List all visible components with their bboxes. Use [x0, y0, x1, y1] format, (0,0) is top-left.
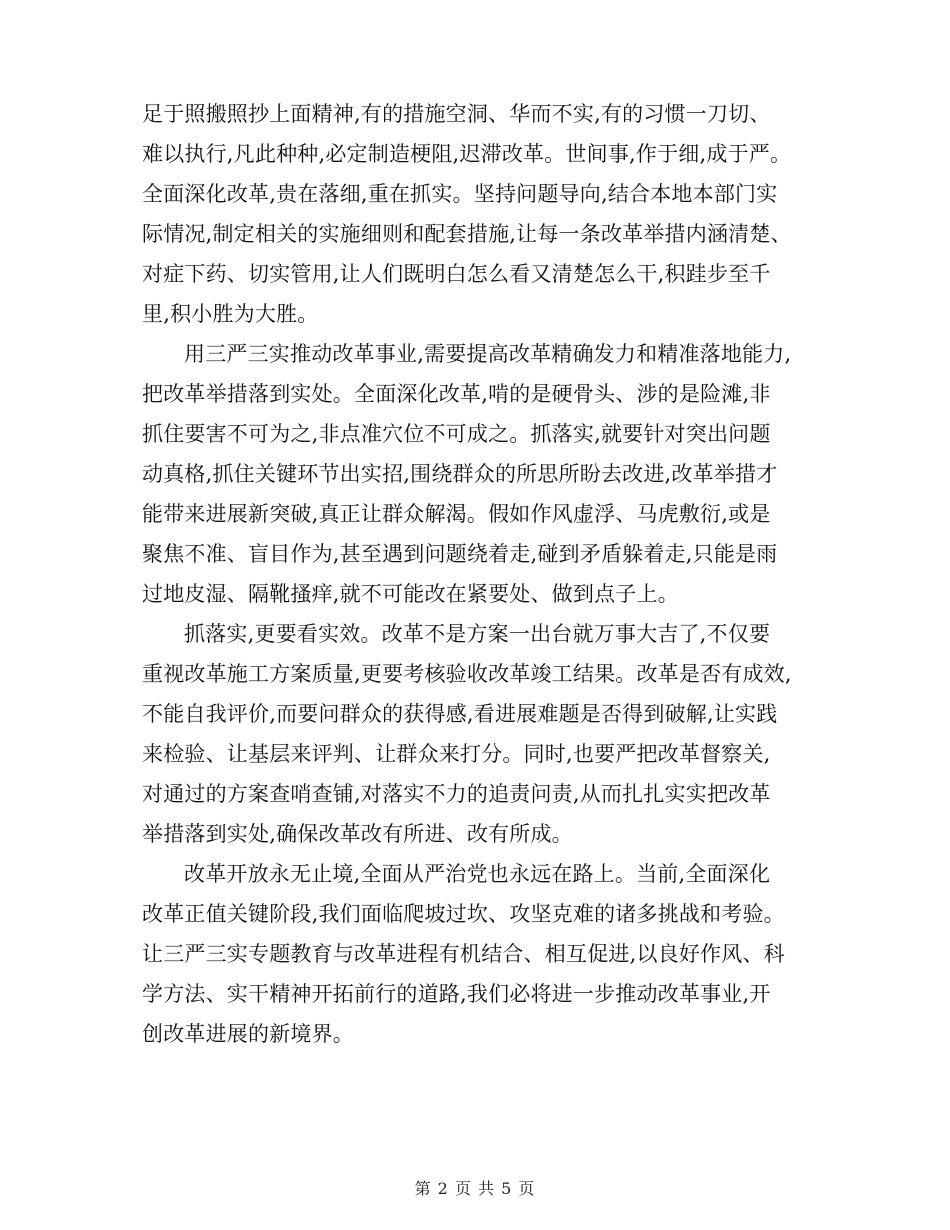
text-line: 过地皮湿、隔靴搔痒,就不可能改在紧要处、做到点子上。	[142, 582, 679, 606]
text-line: 动真格,抓住关键环节出实招,围绕群众的所思所盼去改进,改革举措才	[142, 462, 778, 486]
text-line: 改革正值关键阶段,我们面临爬坡过坎、攻坚克难的诸多挑战和考验。	[142, 902, 785, 926]
text-line: 把改革举措落到实处。全面深化改革,啃的是硬骨头、涉的是险滩,非	[142, 382, 771, 406]
text-line: 能带来进展新突破,真正让群众解渴。假如作风虚浮、马虎敷衍,或是	[142, 502, 771, 526]
paragraph-4	[142, 854, 822, 1054]
text-line: 全面深化改革,贵在落细,重在抓实。坚持问题导向,结合本地本部门实	[142, 182, 778, 206]
text-line: 对通过的方案查哨查铺,对落实不力的追责问责,从而扎扎实实把改革	[142, 782, 771, 806]
text-line: 改革开放永无止境,全面从严治党也永远在路上。当前,全面深化	[184, 862, 771, 886]
text-line: 让三严三实专题教育与改革进程有机结合、相互促进,以良好作风、科	[142, 942, 785, 966]
text-line: 际情况,制定相关的实施细则和配套措施,让每一条改革举措内涵清楚、	[142, 222, 792, 246]
text-line: 举措落到实处,确保改革改有所进、改有所成。	[142, 822, 573, 846]
text-line: 不能自我评价,而要问群众的获得感,看进展难题是否得到破解,让实践	[142, 702, 778, 726]
text-line: 聚焦不准、盲目作为,甚至遇到问题绕着走,碰到矛盾躲着走,只能是雨	[142, 542, 778, 566]
page-number-footer: 第 2 页 共 5 页	[414, 1179, 536, 1198]
text-line: 对症下药、切实管用,让人们既明白怎么看又清楚怎么干,积跬步至千	[142, 262, 771, 286]
text-line: 难以执行,凡此种种,必定制造梗阻,迟滞改革。世间事,作于细,成于严。	[142, 142, 792, 166]
paragraph-3	[142, 614, 822, 854]
text-line: 学方法、实干精神开拓前行的道路,我们必将进一步推动改革事业,开	[142, 982, 771, 1006]
document-body	[142, 94, 822, 1054]
paragraph-2	[142, 334, 822, 614]
text-line: 足于照搬照抄上面精神,有的措施空洞、华而不实,有的习惯一刀切、	[142, 102, 771, 126]
text-line: 抓住要害不可为之,非点准穴位不可成之。抓落实,就要针对突出问题	[142, 422, 771, 446]
text-line: 来检验、让基层来评判、让群众来打分。同时,也要严把改革督察关,	[142, 742, 771, 766]
paragraph-1	[142, 94, 822, 334]
text-line: 创改革进展的新境界。	[142, 1022, 354, 1046]
text-line: 重视改革施工方案质量,更要考核验收改革竣工结果。改革是否有成效,	[142, 662, 792, 686]
text-line: 用三严三实推动改革事业,需要提高改革精确发力和精准落地能力,	[184, 342, 792, 366]
text-line: 里,积小胜为大胜。	[142, 302, 319, 326]
text-line: 抓落实,更要看实效。改革不是方案一出台就万事大吉了,不仅要	[184, 622, 771, 646]
